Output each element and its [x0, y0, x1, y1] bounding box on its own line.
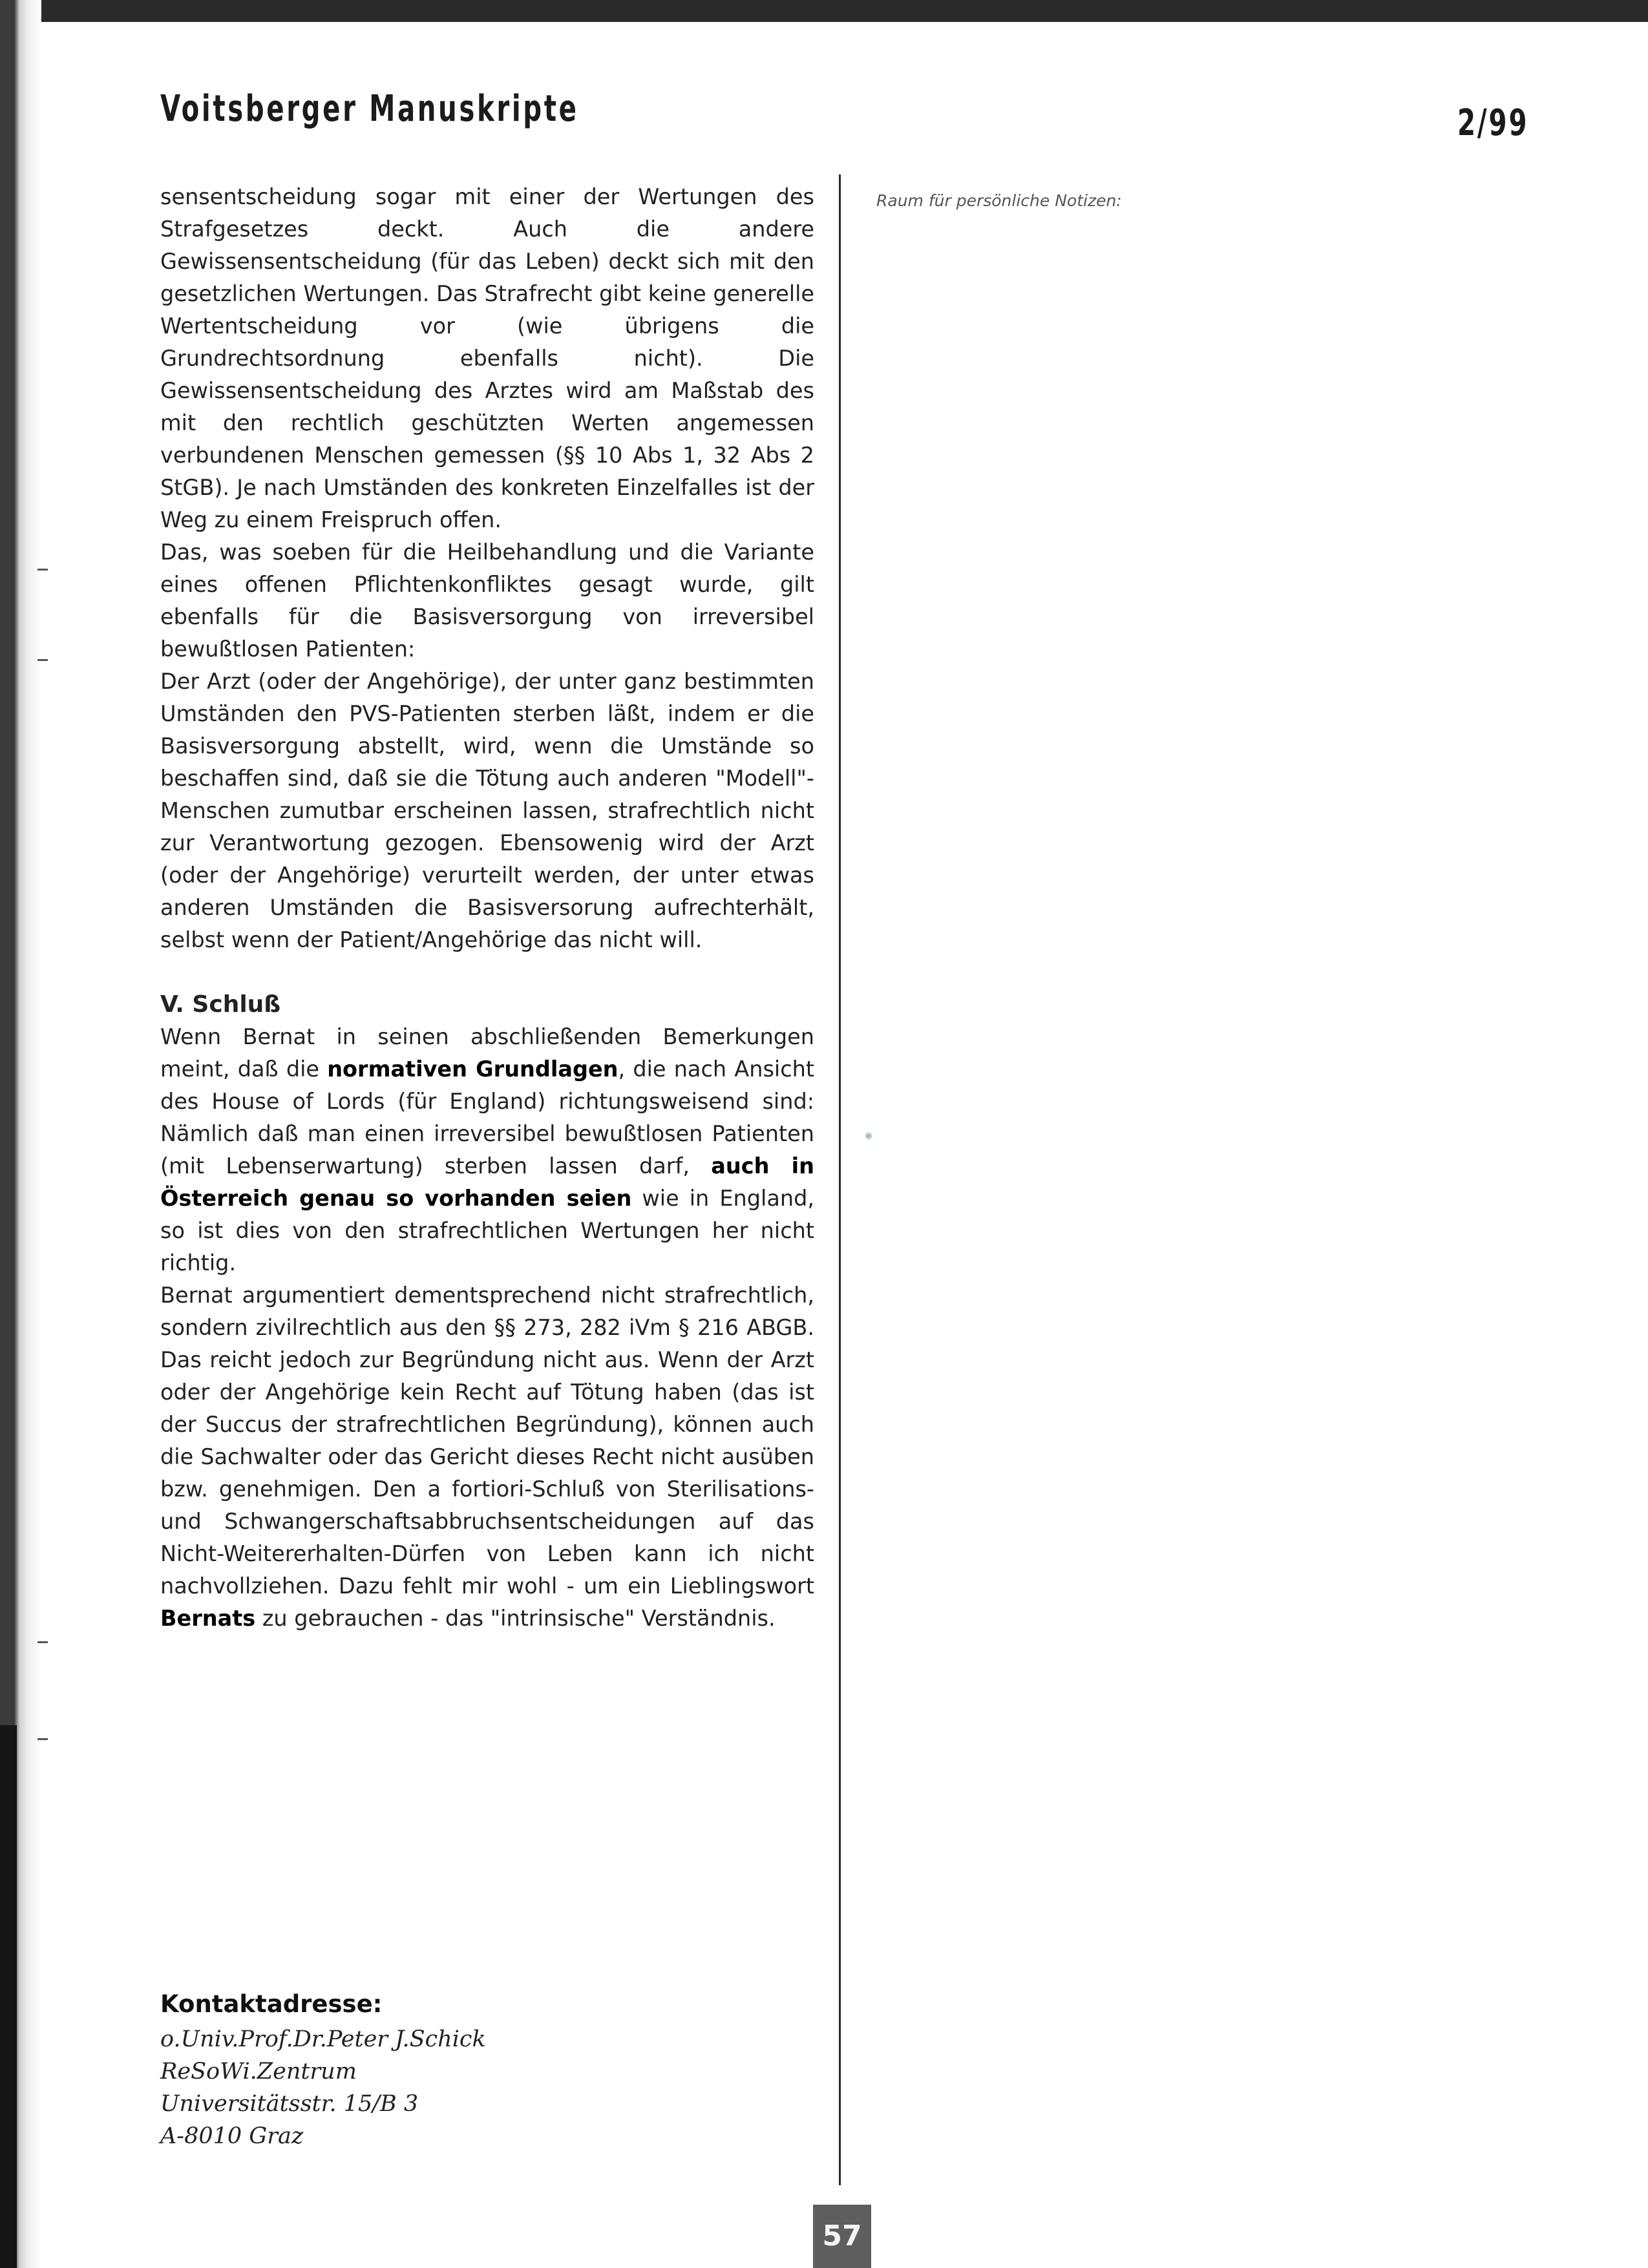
paragraph: Der Arzt (oder der Angehörige), der unter ganz bestimmten Umständen den PVS-Patienten sterben läßt, indem er die Basisversorgung abstellt, wird, wenn die Umstände so beschaffen sind, daß sie die Tötung auch anderen "Modell"-Menschen zumutbar erscheinen lassen, strafrechtlich nicht zur Verantwortung gezogen. Ebensowenig wird der Arzt (oder der Angehörige) verurteilt werden, der unter etwas anderen Umständen die Basisversorung aufrechterhält, selbst wenn der Patient/Angehörige das nicht will. — [160, 669, 814, 952]
emphasis-text: normativen Grundlagen — [327, 1056, 618, 1082]
paragraph — [160, 1021, 814, 1279]
page-edge-mark — [37, 1738, 48, 1740]
journal-title: Voitsberger Manuskripte — [160, 88, 579, 130]
page-edge-mark — [37, 659, 48, 661]
text-run: Bernat argumentiert dementsprechend nicht strafrechtlich, sondern zivilrechtlich aus den §§ 273, 282 iVm § 216 ABGB. Das reicht jedoch zur Begründung nicht aus. Wenn der Arzt oder der Angehörige kein Recht auf Tötung haben (das ist der Succus der strafrechtlichen Begründung), können auch die Sachwalter oder das Gericht dieses Recht nicht ausüben bzw. genehmigen. Den a fortiori-Schluß von Sterilisations- und Schwangerschaftsabbruchsentscheidungen auf das Nicht-Weitererhalten-Dürfen von Leben kann ich nicht nachvollziehen. Dazu fehlt mir wohl - um ein Lieblingswort — [160, 1283, 814, 1599]
scan-border-top — [0, 0, 1648, 22]
contact-line: A-8010 Graz — [160, 2123, 304, 2149]
emphasis-text: Bernats — [160, 1606, 256, 1631]
emphasis-text: auch in Österreich genau so vorhanden seien — [160, 1153, 814, 1211]
text-run: Wenn Bernat in seinen abschließenden Bemerkungen meint, daß die — [160, 1024, 814, 1082]
section-heading: V. Schluß — [160, 991, 281, 1018]
paragraph: Das, was soeben für die Heilbehandlung und die Variante eines offenen Pflichtenkonfliktes gesagt wurde, gilt ebenfalls für die Basisversorgung von irreversibel bewußtlosen Patienten: — [160, 540, 814, 662]
scan-speck — [865, 1132, 872, 1140]
contact-line: ReSoWi.Zentrum — [160, 2059, 357, 2084]
contact-title: Kontaktadresse: — [160, 1990, 383, 2018]
contact-block — [160, 1990, 742, 2152]
contact-line: o.Univ.Prof.Dr.Peter J.Schick — [160, 2026, 486, 2052]
text-run: , die nach Ansicht des House of Lords (für England) richtungsweisend sind: Nämlich daß man einen irreversibel bewußtlosen Patienten (mit Lebenserwartung) sterben lassen darf, — [160, 1056, 814, 1179]
page-edge-mark — [37, 1641, 48, 1643]
text-run: zu gebrauchen - das "intrinsische" Verständnis. — [255, 1606, 776, 1631]
page-edge-mark — [37, 569, 48, 571]
issue-number: 2/99 — [1457, 102, 1529, 144]
contact-line: Universitätsstr. 15/B 3 — [160, 2091, 419, 2117]
paragraph — [160, 1279, 814, 1635]
text-run: wie in England, so ist dies von den strafrechtlichen Wertungen her nicht richtig. — [160, 1186, 814, 1276]
column-divider — [839, 174, 841, 2185]
main-text-column — [160, 181, 814, 1635]
paragraph: sensentscheidung sogar mit einer der Wertungen des Strafgesetzes deckt. Auch die andere Gewissensentscheidung (für das Leben) deckt sich mit den gesetzlichen Wertungen. Das Strafrecht gibt keine generelle Wertentscheidung vor (wie übrigens die Grundrechtsordnung ebenfalls nicht). Die Gewissensentscheidung des Arztes wird am Maßstab des mit den rechtlich geschützten Werten angemessen verbundenen Menschen gemessen (§§ 10 Abs 1, 32 Abs 2 StGB). Je nach Umständen des konkreten Einzelfalles ist der Weg zu einem Freispruch offen. — [160, 184, 814, 532]
notes-label: Raum für persönliche Notizen: — [876, 191, 1122, 210]
scan-border-left-dark — [0, 1725, 17, 2268]
page-number: 57 — [813, 2205, 871, 2268]
